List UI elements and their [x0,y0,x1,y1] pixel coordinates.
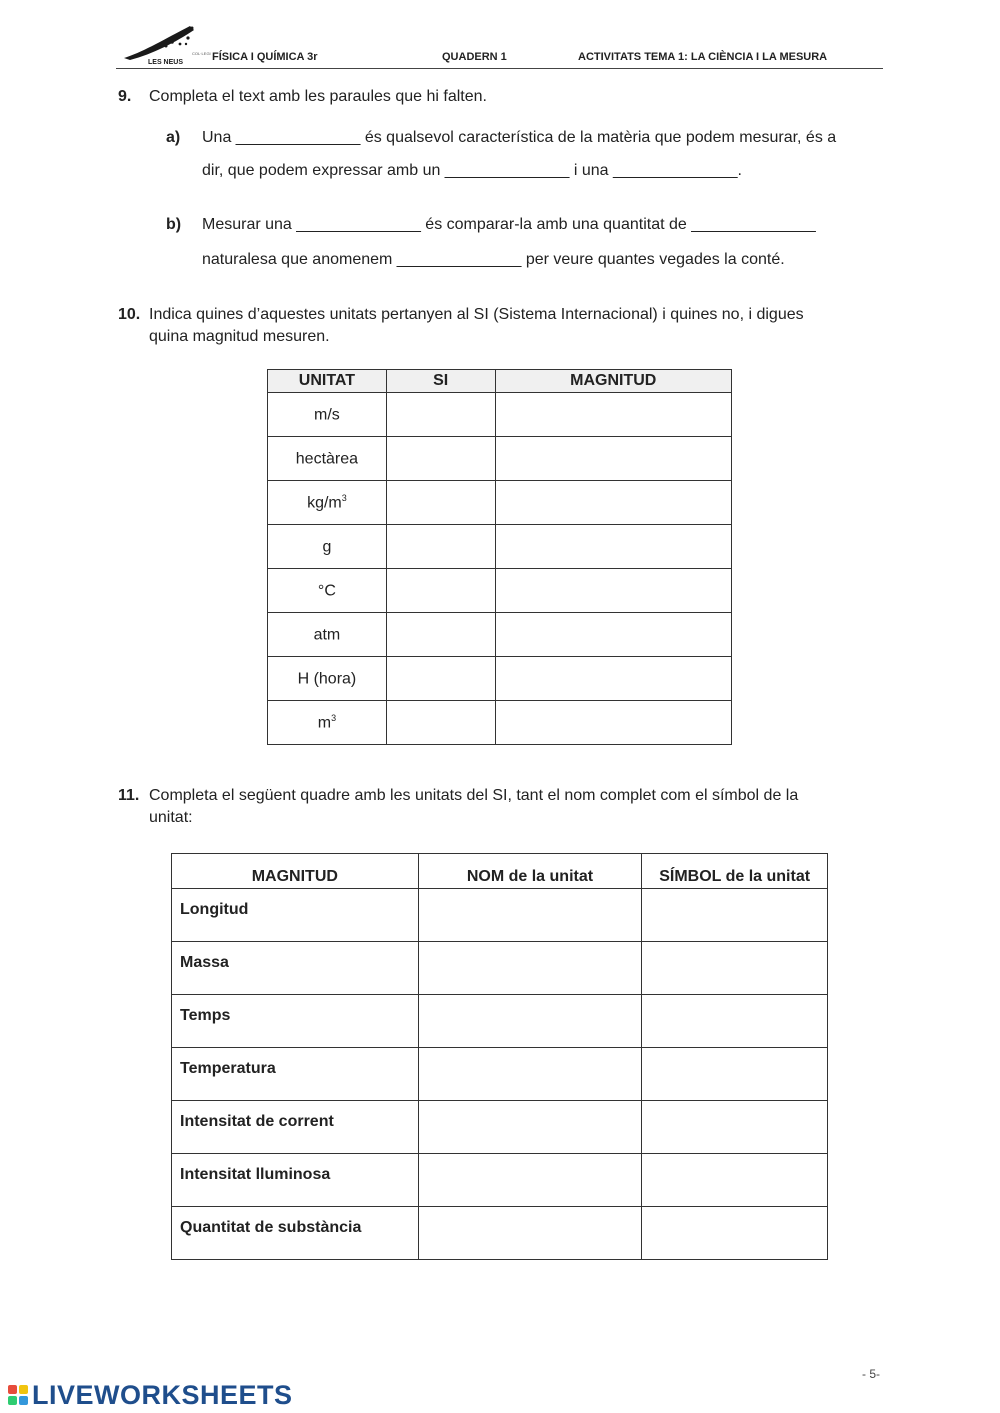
si-answer-cell[interactable] [386,525,495,569]
school-logo [118,22,211,66]
unit-cell: $kg/m^3$ [268,481,387,525]
q9b-label: b) [166,216,182,233]
magnitude-answer-cell[interactable] [495,525,732,569]
si-answer-cell[interactable] [386,657,495,701]
q10-line2: quina magnitud mesuren. [149,328,330,345]
unit-cell: hectàrea [268,437,387,481]
col-header-unit-name: NOM de la unitat [418,854,642,889]
header-divider [116,68,883,69]
unit-name-answer-cell[interactable] [418,995,642,1048]
table-row [268,701,732,745]
table-row [172,1154,828,1207]
magnitude-cell: Intensitat de corrent [172,1101,419,1154]
magnitude-answer-cell[interactable] [495,613,732,657]
unit-symbol-answer-cell[interactable] [642,1207,828,1260]
table-row [172,995,828,1048]
q10-number: 10. [118,306,141,323]
q9b-line2: naturalesa que anomenem ______________ per veure quantes vegades la conté. [202,251,785,268]
unit-symbol-answer-cell[interactable] [642,995,828,1048]
si-answer-cell[interactable] [386,437,495,481]
unit-name-answer-cell[interactable] [418,1048,642,1101]
logo-small-text: COL·LEGI [192,51,211,56]
liveworksheets-wordmark: LIVEWORKSHEETS [32,1379,293,1410]
magnitude-cell: Temps [172,995,419,1048]
table-row [268,657,732,701]
magnitude-cell: Quantitat de substància [172,1207,419,1260]
col-header-unit: UNITAT [268,370,387,393]
magnitude-answer-cell[interactable] [495,657,732,701]
unit-cell: atm [268,613,387,657]
unit-name-answer-cell[interactable] [418,889,642,942]
magnitude-cell: Massa [172,942,419,995]
q9-number: 9. [118,88,132,105]
unit-name-answer-cell[interactable] [418,1207,642,1260]
table-row [268,525,732,569]
q9a-line1: Una ______________ és qualsevol característica de la matèria que podem mesurar, és a [202,129,837,146]
header-activities: ACTIVITATS TEMA 1: LA CIÈNCIA I LA MESURA [578,51,828,63]
logo-text: LES NEUS [148,59,184,66]
table-row [172,1207,828,1260]
unit-cell: $m^3$ [268,701,387,745]
col-header-magnitude: MAGNITUD [495,370,732,393]
table-row [268,569,732,613]
col-header-si: SI [386,370,495,393]
si-answer-cell[interactable] [386,393,495,437]
table-row [268,393,732,437]
magnitude-answer-cell[interactable] [495,393,732,437]
col-header-magnitude: MAGNITUD [172,854,419,889]
liveworksheets-logo-icon [8,1385,28,1405]
page-number: - 5- [862,1367,880,1381]
unit-symbol-answer-cell[interactable] [642,1154,828,1207]
q9b-line1: Mesurar una ______________ és comparar-la amb una quantitat de ______________ [202,216,816,233]
si-answer-cell[interactable] [386,569,495,613]
q11-number: 11. [118,787,140,804]
q9-text: Completa el text amb les paraules que hi falten. [149,88,487,105]
table-row [172,1048,828,1101]
unit-cell: g [268,525,387,569]
q9a-line2: dir, que podem expressar amb un ______________ i una ______________. [202,162,742,179]
table-row [172,942,828,995]
header-notebook: QUADERN 1 [442,51,507,63]
unit-name-answer-cell[interactable] [418,942,642,995]
unit-name-answer-cell[interactable] [418,1101,642,1154]
q11-line2: unitat: [149,809,193,826]
magnitude-answer-cell[interactable] [495,481,732,525]
table-row [172,1101,828,1154]
unit-name-answer-cell[interactable] [418,1154,642,1207]
table-row [268,437,732,481]
si-answer-cell[interactable] [386,613,495,657]
unit-cell: m/s [268,393,387,437]
unit-symbol-answer-cell[interactable] [642,1101,828,1154]
table-row [172,889,828,942]
magnitude-cell: Intensitat lluminosa [172,1154,419,1207]
magnitude-answer-cell[interactable] [495,437,732,481]
table-row [268,613,732,657]
si-units-table [171,853,828,1260]
magnitude-answer-cell[interactable] [495,701,732,745]
unit-cell: °C [268,569,387,613]
q10-line1: Indica quines d’aquestes unitats pertanyen al SI (Sistema Internacional) i quines no, i digues [149,306,804,323]
magnitude-cell: Longitud [172,889,419,942]
si-answer-cell[interactable] [386,481,495,525]
units-table [267,369,732,745]
table-row [268,481,732,525]
magnitude-answer-cell[interactable] [495,569,732,613]
si-answer-cell[interactable] [386,701,495,745]
unit-cell: H (hora) [268,657,387,701]
q11-line1: Completa el següent quadre amb les unitats del SI, tant el nom complet com el símbol de la [149,787,799,804]
unit-symbol-answer-cell[interactable] [642,942,828,995]
col-header-unit-symbol: SÍMBOL de la unitat [642,854,828,889]
unit-symbol-answer-cell[interactable] [642,889,828,942]
unit-symbol-answer-cell[interactable] [642,1048,828,1101]
liveworksheets-brand[interactable] [8,1378,293,1412]
header-subject: FÍSICA I QUÍMICA 3r [212,51,318,63]
q9a-label: a) [166,129,181,146]
magnitude-cell: Temperatura [172,1048,419,1101]
